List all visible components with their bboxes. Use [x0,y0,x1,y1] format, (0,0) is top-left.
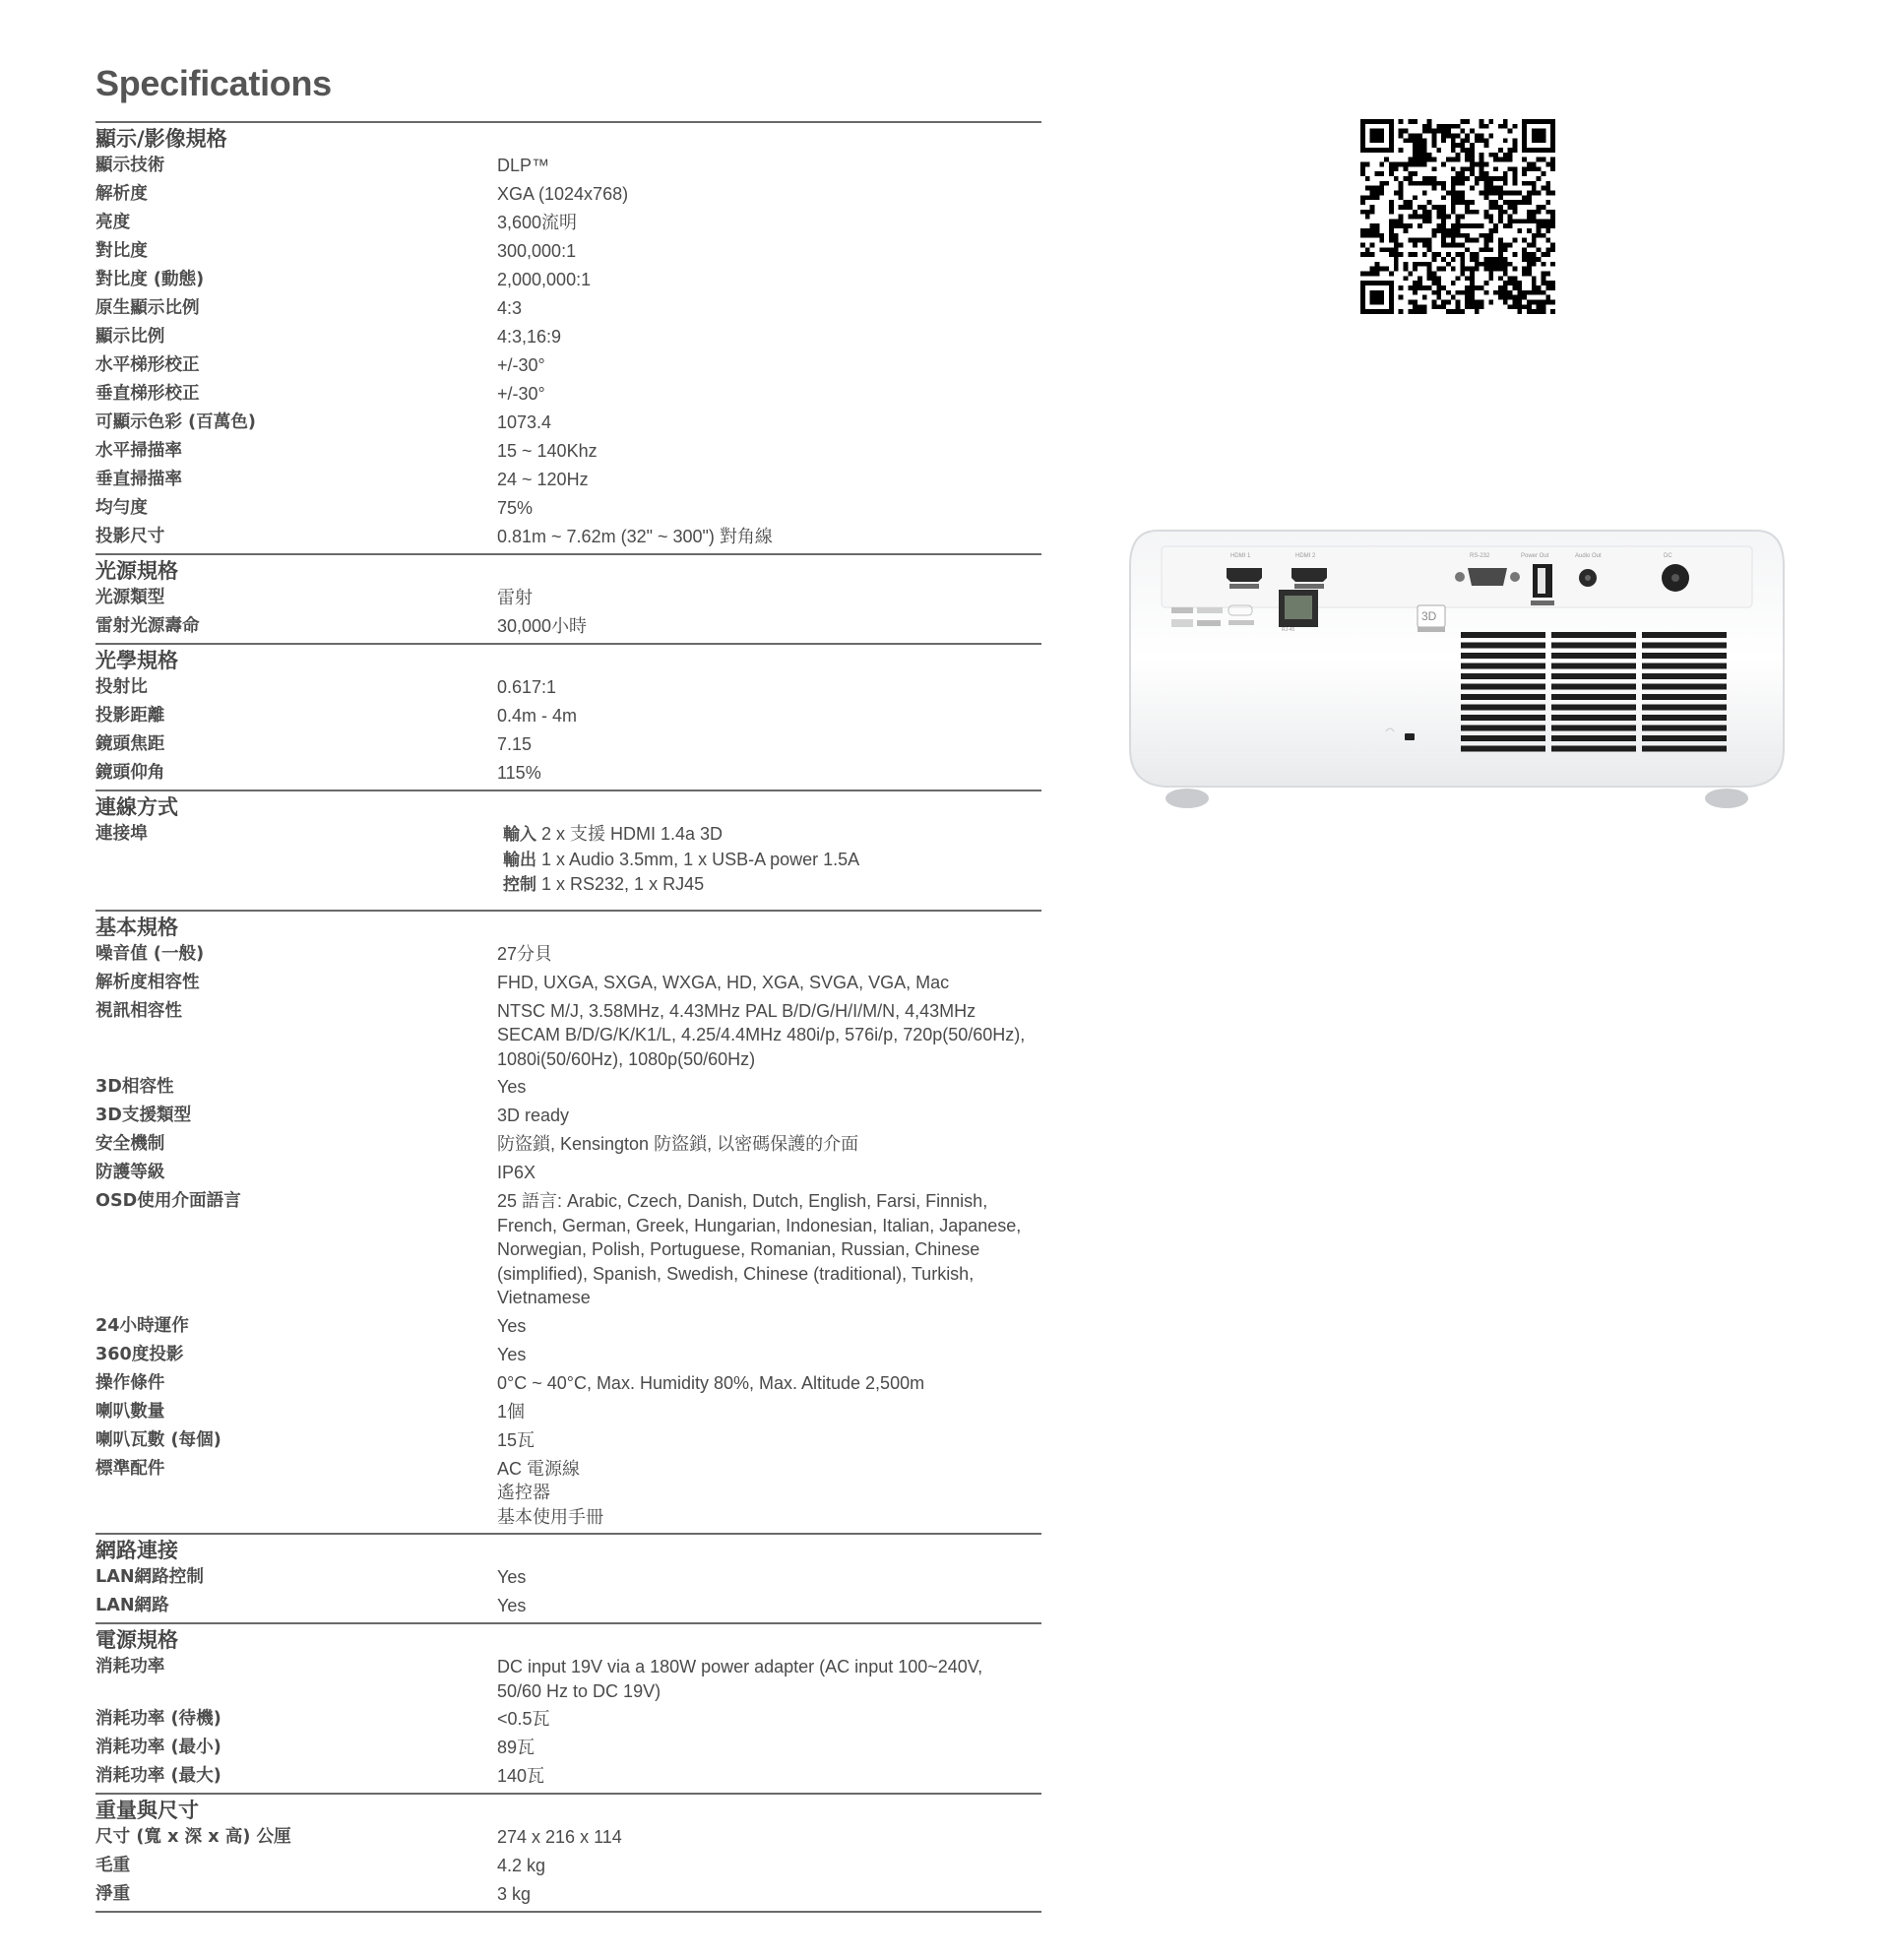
spec-label: 解析度相容性 [95,972,200,992]
spec-row [95,1882,1041,1911]
connection-type: 輸入 [503,825,536,845]
spec-value: 24 ~ 120Hz [497,470,589,489]
spec-row [95,1104,1041,1132]
spec-row [95,1594,1041,1622]
spec-value: Yes [497,1567,527,1587]
spec-label: 原生顯示比例 [95,298,200,318]
spec-label: 喇叭數量 [95,1401,165,1422]
spec-value: FHD, UXGA, SXGA, WXGA, HD, XGA, SVGA, VGA, Mac [497,972,950,992]
spec-row [95,496,1041,525]
spec-row [95,439,1041,468]
spec-label: 標準配件 [95,1458,165,1479]
connection-detail: 2 x 支援 HDMI 1.4a 3D [536,824,724,844]
spec-label: 消耗功率 (待機) [95,1709,221,1729]
spec-value: +/-30° [497,355,545,375]
spec-row [95,325,1041,353]
spec-row [95,614,1041,643]
spec-row [95,525,1041,553]
spec-label: 消耗功率 (最小) [95,1738,221,1757]
spec-label: 垂直掃描率 [95,470,182,489]
spec-value: IP6X [497,1163,536,1182]
section-title: 顯示/影像規格 [95,127,227,151]
qr-code-icon [1360,119,1555,314]
spec-label: 連接埠 [95,824,148,844]
section-title: 光學規格 [95,649,178,672]
spec-value: 0°C ~ 40°C, Max. Humidity 80%, Max. Altitude 2,500m [497,1372,925,1393]
spec-value: <0.5瓦 [497,1709,550,1729]
spec-row [95,1314,1041,1343]
spec-row [95,1565,1041,1594]
spec-section [95,910,1041,1534]
connection-detail: 1 x RS232, 1 x RJ45 [536,874,705,894]
spec-row [95,1428,1041,1457]
spec-value: 25 語言: Arabic, Czech, Danish, Dutch, English, Farsi, Finnish, French, German, Greek, Hungarian, Indonesian, Italian, Japanese, Norwegian, Polish, Portuguese, Romanian, Russian, Chinese (simplified), Spanish, Swedish, Chinese (traditional), Turkish, Vietnamese [497,1191,1022,1307]
port-label: DC [1664,553,1672,559]
spec-section [95,790,1041,902]
hdmi-port-icon [1292,568,1327,589]
spec-row [95,211,1041,239]
page-title: Specifications [95,63,332,103]
spec-row [95,999,1041,1076]
spec-label: 投射比 [95,677,148,697]
spec-label: 顯示技術 [95,156,165,175]
spec-row [95,732,1041,761]
spec-value: 1073.4 [497,412,552,432]
spec-row [95,971,1041,999]
spec-row [95,154,1041,182]
spec-row [95,296,1041,325]
spec-value: 140瓦 [497,1766,545,1786]
spec-value: 0.4m - 4m [497,706,578,726]
connection-values [497,822,1041,902]
spec-row [95,1189,1041,1314]
spec-value: 1個 [497,1401,526,1422]
port-label: Audio Out [1575,553,1602,559]
kensington-lock-slot-icon [1405,733,1415,740]
connection-line [497,822,1032,848]
spec-row [95,586,1041,614]
spec-value: 89瓦 [497,1738,536,1757]
spec-value: Yes [497,1077,527,1097]
spec-label: 尺寸 (寬 x 深 x 高) 公厘 [95,1827,291,1847]
spec-row [95,1371,1041,1400]
connection-type: 輸出 [503,850,536,870]
spec-label: 防護等級 [95,1163,165,1182]
spec-value: 4.2 kg [497,1856,546,1875]
spec-value: +/-30° [497,384,545,404]
section-title: 重量與尺寸 [95,1799,199,1822]
spec-value: DLP™ [497,156,550,175]
spec-value: 115% [497,763,541,783]
connection-detail: 1 x Audio 3.5mm, 1 x USB-A power 1.5A [536,849,860,869]
projector-foot-right [1705,789,1748,808]
port-label: RJ-45 [1282,627,1295,633]
spec-value: 3D ready [497,1106,570,1125]
spec-label: 視訊相容性 [95,1000,182,1021]
spec-label: LAN網路控制 [95,1567,204,1587]
section-title: 基本規格 [95,915,178,939]
spec-label: LAN網路 [95,1596,169,1615]
section-title: 光源規格 [95,559,178,583]
spec-section [95,1533,1041,1622]
spec-label: 投影距離 [95,706,165,726]
spec-section [95,643,1041,790]
spec-label: 水平掃描率 [95,441,182,461]
spec-label: 垂直梯形校正 [95,384,200,404]
spec-row [95,468,1041,496]
spec-table [95,121,1041,1913]
spec-value: 30,000小時 [497,616,588,636]
spec-value: Yes [497,1315,527,1336]
section-title: 電源規格 [95,1628,178,1652]
spec-section [95,1793,1041,1913]
spec-row [95,382,1041,411]
spec-row [95,942,1041,971]
svg-text:3D: 3D [1421,609,1437,623]
spec-value: 274 x 216 x 114 [497,1827,622,1847]
spec-value: DC input 19V via a 180W power adapter (AC input 100~240V, 50/60 Hz to DC 19V) [497,1657,983,1701]
spec-row [95,1457,1041,1534]
spec-row [95,1707,1041,1736]
spec-value: XGA (1024x768) [497,184,629,204]
spec-label: 光源類型 [95,588,165,607]
connection-type: 控制 [503,875,536,895]
spec-label: 對比度 [95,241,148,261]
spec-section [95,553,1041,643]
spec-row [95,1132,1041,1161]
spec-label: 解析度 [95,184,148,204]
spec-label: 水平梯形校正 [95,355,200,375]
spec-label: 顯示比例 [95,327,165,347]
spec-label: 可顯示色彩 (百萬色) [95,412,256,432]
spec-value: 3 kg [497,1884,532,1904]
spec-row [95,675,1041,704]
spec-value: 2,000,000:1 [497,270,592,289]
spec-value: 27分貝 [497,943,553,964]
spec-section [95,121,1041,553]
spec-label: 均勻度 [95,498,148,518]
spec-value: NTSC M/J, 3.58MHz, 4.43MHz PAL B/D/G/H/I/M/N, 4,43MHz SECAM B/D/G/K/K1/L, 4.25/4.4MHz 480i/p, 576i/p, 720p(50/60Hz), 1080i(50/60Hz), 1080p(50/60Hz) [497,1000,1026,1069]
port-label: Power Out [1521,553,1549,559]
section-title: 連線方式 [95,795,178,819]
spec-value: 防盜鎖, Kensington 防盜鎖, 以密碼保護的介面 [497,1134,859,1154]
spec-value: 75% [497,498,534,518]
projector-foot-left [1166,789,1209,808]
spec-row [95,411,1041,439]
spec-value: 0.617:1 [497,677,557,697]
spec-label: 鏡頭焦距 [95,734,165,754]
port-label: HDMI 2 [1295,553,1316,559]
port-label: HDMI 1 [1230,553,1251,559]
spec-label: 消耗功率 [95,1657,165,1676]
spec-row [95,761,1041,790]
spec-value: 7.15 [497,734,533,754]
spec-row [95,1655,1041,1707]
spec-label: 24小時運作 [95,1315,189,1336]
spec-value: 15瓦 [497,1429,536,1450]
connection-line [497,848,1032,873]
spec-label: 亮度 [95,213,131,232]
spec-value: Yes [497,1596,527,1615]
spec-value: Yes [497,1344,527,1364]
spec-label: 投影尺寸 [95,527,165,546]
spec-value: 15 ~ 140Khz [497,441,598,461]
connection-line [497,872,1032,898]
spec-label: 360度投影 [95,1344,184,1364]
spec-value: 0.81m ~ 7.62m (32" ~ 300") 對角線 [497,527,773,546]
section-title: 網路連接 [95,1539,178,1562]
spec-label: 3D相容性 [95,1077,174,1097]
spec-row [95,268,1041,296]
spec-label: OSD使用介面語言 [95,1191,241,1211]
spec-label: 操作條件 [95,1372,165,1393]
spec-label: 喇叭瓦數 (每個) [95,1429,221,1450]
spec-label: 雷射光源壽命 [95,616,200,636]
spec-label: 淨重 [95,1884,131,1904]
spec-row [95,1764,1041,1793]
spec-row [95,704,1041,732]
spec-row [95,1854,1041,1882]
spec-row [95,239,1041,268]
spec-label: 3D支援類型 [95,1106,192,1125]
spec-value: AC 電源線 遙控器 基本使用手冊 [497,1458,603,1527]
spec-row [95,1825,1041,1854]
spec-value: 雷射 [497,588,533,607]
spec-row [95,822,1041,902]
spec-section [95,1622,1041,1793]
spec-row [95,1161,1041,1189]
hdmi-port-icon [1227,568,1262,589]
spec-row [95,1736,1041,1764]
spec-value: 4:3 [497,298,523,318]
spec-row [95,182,1041,211]
spec-row [95,1075,1041,1104]
spec-label: 毛重 [95,1856,131,1875]
spec-value: 3,600流明 [497,213,578,232]
spec-value: 300,000:1 [497,241,577,261]
projector-rear-panel-image [1128,527,1786,812]
spec-value: 4:3,16:9 [497,327,562,347]
spec-row [95,1400,1041,1428]
3d-badge [1418,605,1445,632]
spec-label: 安全機制 [95,1134,165,1154]
spec-label: 對比度 (動態) [95,270,205,289]
spec-row [95,1343,1041,1371]
spec-label: 鏡頭仰角 [95,763,165,783]
port-label: RS-232 [1470,553,1490,559]
spec-label: 噪音值 (一般) [95,943,205,964]
spec-row [95,353,1041,382]
spec-label: 消耗功率 (最大) [95,1766,221,1786]
